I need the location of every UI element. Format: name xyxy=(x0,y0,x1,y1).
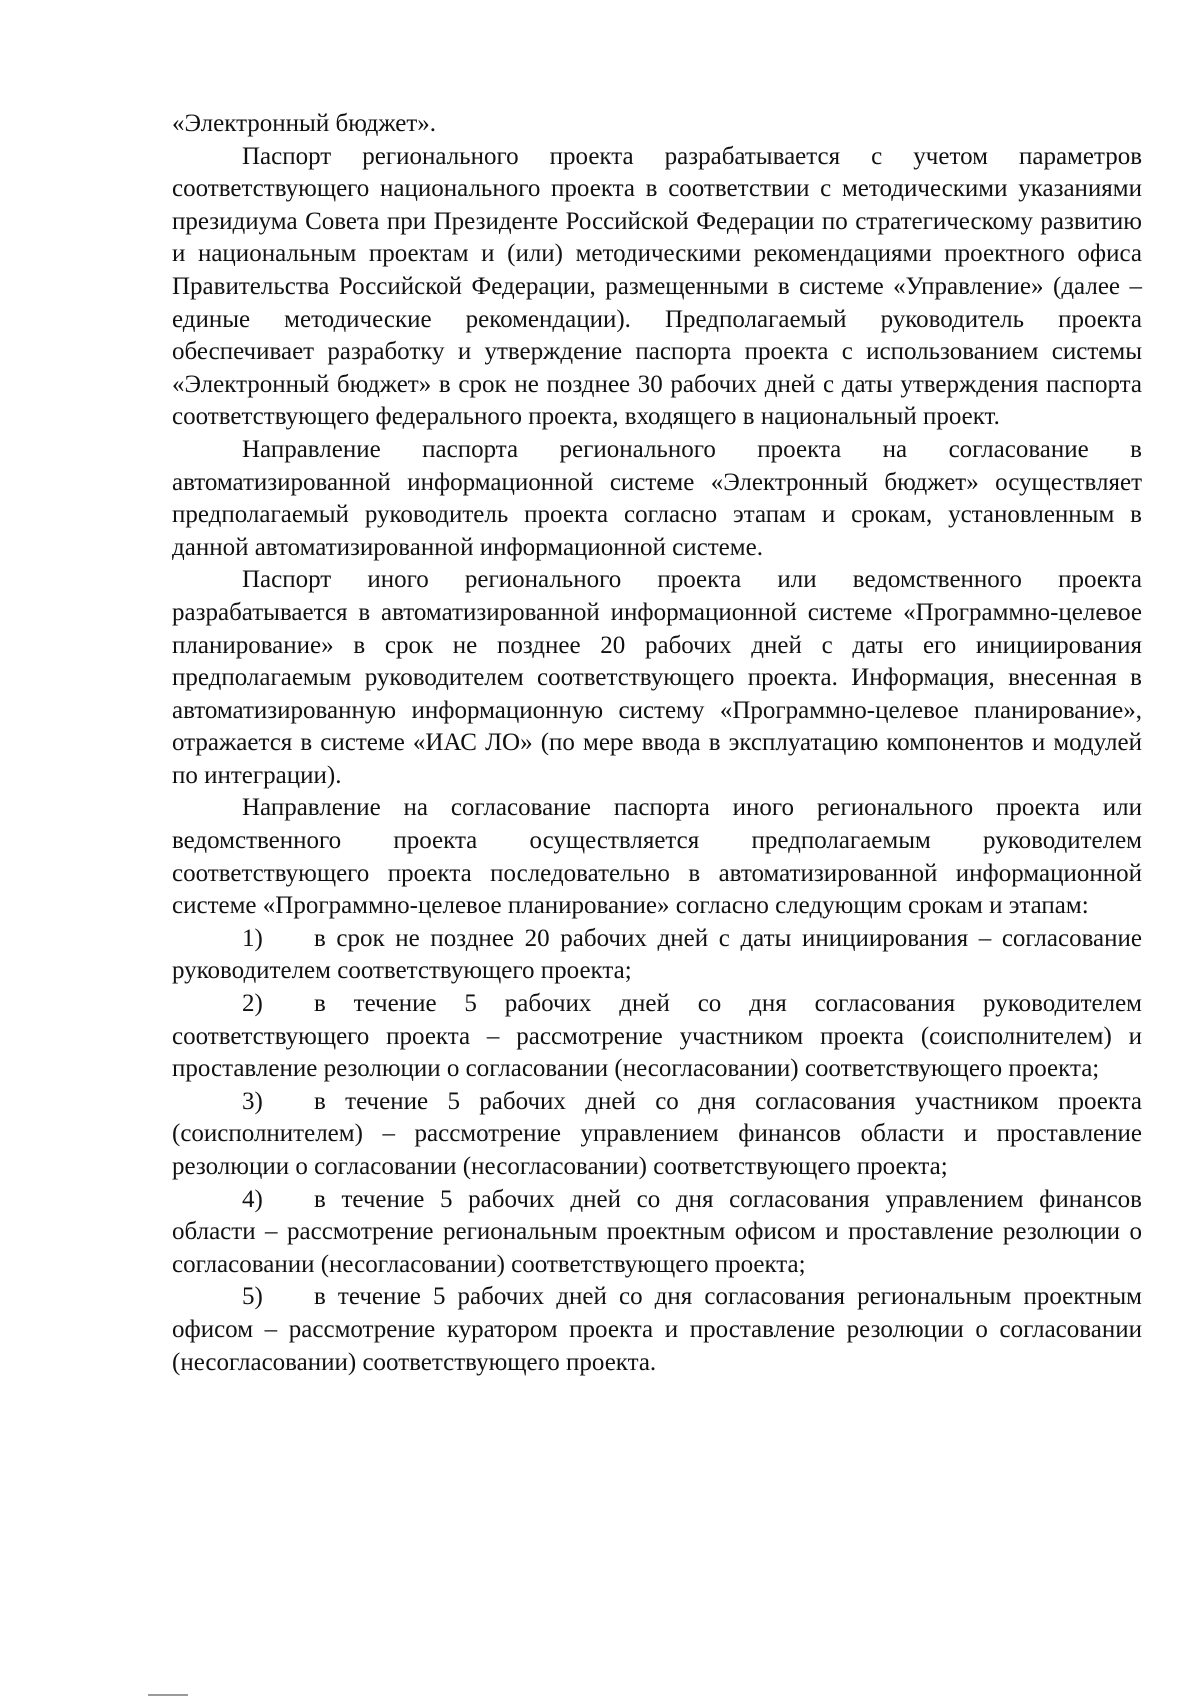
list-item-text: в течение 5 рабочих дней со дня согласования участником проекта (соисполнителем) – рассмотрение управлением финансов области и проставление резолюции о согласовании (несогласовании) соответствующего проекта; xyxy=(172,1087,1142,1180)
list-item-number: 5) xyxy=(242,1283,263,1311)
list-item-text: в течение 5 рабочих дней со дня согласования управлением финансов области – рассмотрение региональным проектным офисом и проставление резолюции о согласовании (несогласовании) соответствующего проекта; xyxy=(172,1185,1142,1278)
paragraph-regional-passport: Паспорт регионального проекта разрабатывается с учетом параметров соответствующего национального проекта в соответствии с методическими указаниями президиума Совета при Президенте Российской Федерации по стратегическому развитию и национальным проектам и (или) методическими рекомендациями проектного офиса Правительства Российской Федерации, размещенными в системе «Управление» (далее – единые методические рекомендации). Предполагаемый руководитель проекта обеспечивает разработку и утверждение паспорта проекта с использованием системы «Электронный бюджет» в срок не позднее 30 рабочих дней с даты утверждения паспорта соответствующего федерального проекта, входящего в национальный проект. xyxy=(172,142,1142,431)
list-item-text: в течение 5 рабочих дней со дня согласования региональным проектным офисом – рассмотрение куратором проекта и проставление резолюции о согласовании (несогласовании) соответствующего проекта. xyxy=(172,1283,1142,1376)
list-item xyxy=(172,1184,1142,1282)
list-item-number: 1) xyxy=(242,924,263,952)
list-item xyxy=(172,1281,1142,1379)
paragraph-continuation: «Электронный бюджет». xyxy=(172,110,437,137)
list-item xyxy=(172,923,1142,988)
list-item-number: 2) xyxy=(242,990,263,1018)
scan-edge-mark xyxy=(148,1694,188,1696)
list-item xyxy=(172,988,1142,1086)
paragraph-submission-electronic-budget: Направление паспорта регионального проекта на согласование в автоматизированной информационной системе «Электронный бюджет» осуществляет предполагаемый руководитель проекта согласно этапам и срокам, установленным в данной автоматизированной информационной системе. xyxy=(172,435,1142,561)
document-body xyxy=(172,108,1142,1379)
list-item xyxy=(172,1086,1142,1184)
list-item-number: 3) xyxy=(242,1087,263,1115)
list-item-text: в срок не позднее 20 рабочих дней с даты инициирования – согласование руководителем соответствующего проекта; xyxy=(172,924,1142,985)
paragraph-approval-stages: Направление на согласование паспорта иного регионального проекта или ведомственного проекта осуществляется предполагаемым руководителем соответствующего проекта последовательно в автоматизированной информационной системе «Программно-целевое планирование» согласно следующим срокам и этапам: xyxy=(172,794,1142,920)
paragraph-other-project-passport: Паспорт иного регионального проекта или ведомственного проекта разрабатывается в автоматизированной информационной системе «Программно-целевое планирование» в срок не позднее 20 рабочих дней с даты его инициирования предполагаемым руководителем соответствующего проекта. Информация, внесенная в автоматизированную информационную систему «Программно-целевое планирование», отражается в системе «ИАС ЛО» (по мере ввода в эксплуатацию компонентов и модулей по интеграции). xyxy=(172,566,1142,789)
list-item-number: 4) xyxy=(242,1185,263,1213)
list-item-text: в течение 5 рабочих дней со дня согласования руководителем соответствующего проекта – рассмотрение участником проекта (соисполнителем) и проставление резолюции о согласовании (несогласовании) соответствующего проекта; xyxy=(172,990,1142,1083)
